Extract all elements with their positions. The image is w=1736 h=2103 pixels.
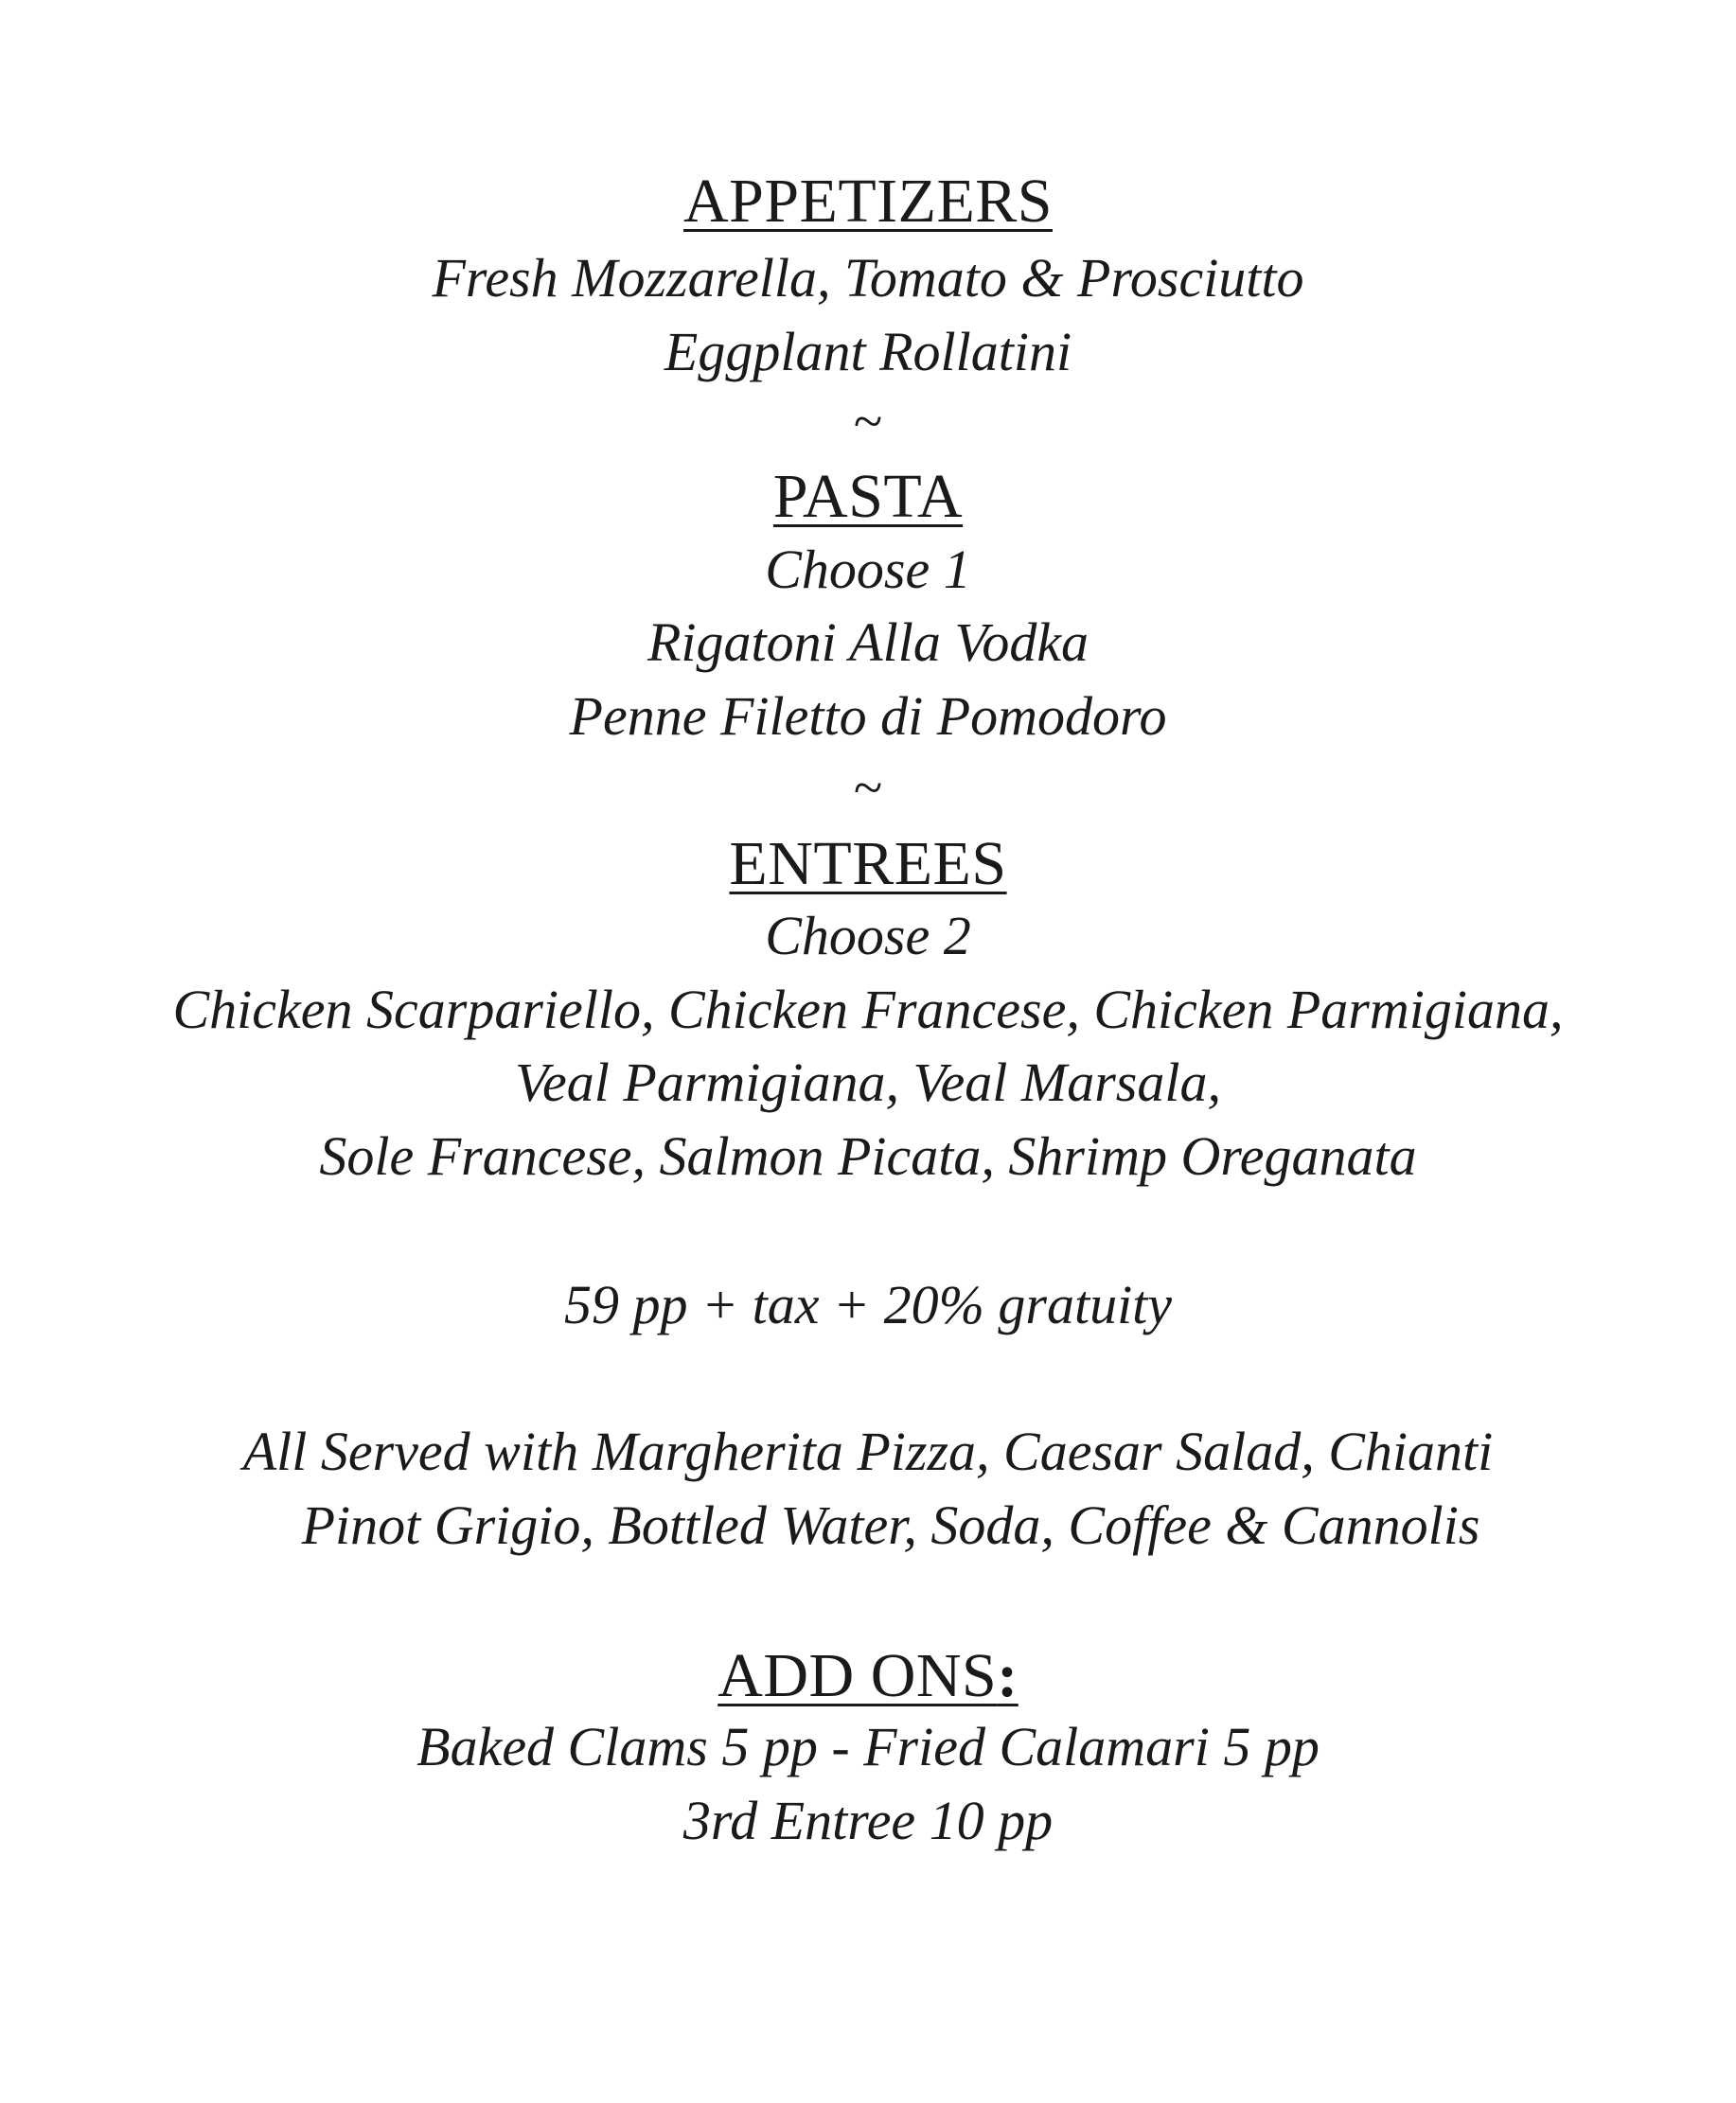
section-separator: ~ bbox=[853, 759, 883, 818]
appetizers-heading bbox=[0, 167, 1736, 236]
price-line: 59 pp + tax + 20% gratuity bbox=[563, 1274, 1173, 1335]
addon-line: Baked Clams 5 pp - Fried Calamari 5 pp bbox=[416, 1716, 1320, 1777]
pasta-item: Rigatoni Alla Vodka bbox=[647, 611, 1089, 673]
addons-heading-colon: : bbox=[997, 1641, 1019, 1710]
included-line: All Served with Margherita Pizza, Caesar Salad, Chianti bbox=[242, 1421, 1494, 1482]
addons-heading bbox=[0, 1641, 1736, 1710]
included-line: Pinot Grigio, Bottled Water, Soda, Coffee & Cannolis bbox=[301, 1494, 1480, 1556]
section-separator: ~ bbox=[853, 393, 883, 451]
entree-line: Sole Francese, Salmon Picata, Shrimp Oreganata bbox=[319, 1125, 1417, 1187]
appetizer-item: Eggplant Rollatini bbox=[664, 321, 1072, 382]
entrees-instruction: Choose 2 bbox=[765, 905, 971, 966]
entree-line: Veal Parmigiana, Veal Marsala, bbox=[515, 1052, 1221, 1113]
appetizers-heading-text: APPETIZERS bbox=[682, 167, 1054, 236]
pasta-item: Penne Filetto di Pomodoro bbox=[569, 685, 1167, 747]
entree-line: Chicken Scarpariello, Chicken Francese, Chicken Parmigiana, bbox=[172, 979, 1564, 1040]
appetizer-item: Fresh Mozzarella, Tomato & Prosciutto bbox=[432, 247, 1304, 309]
pasta-instruction: Choose 1 bbox=[765, 539, 971, 600]
pasta-heading: PASTA bbox=[772, 462, 964, 531]
addon-line: 3rd Entree 10 pp bbox=[682, 1790, 1054, 1851]
addons-heading-text: ADD ONS bbox=[717, 1641, 998, 1710]
entrees-heading: ENTREES bbox=[729, 829, 1007, 898]
